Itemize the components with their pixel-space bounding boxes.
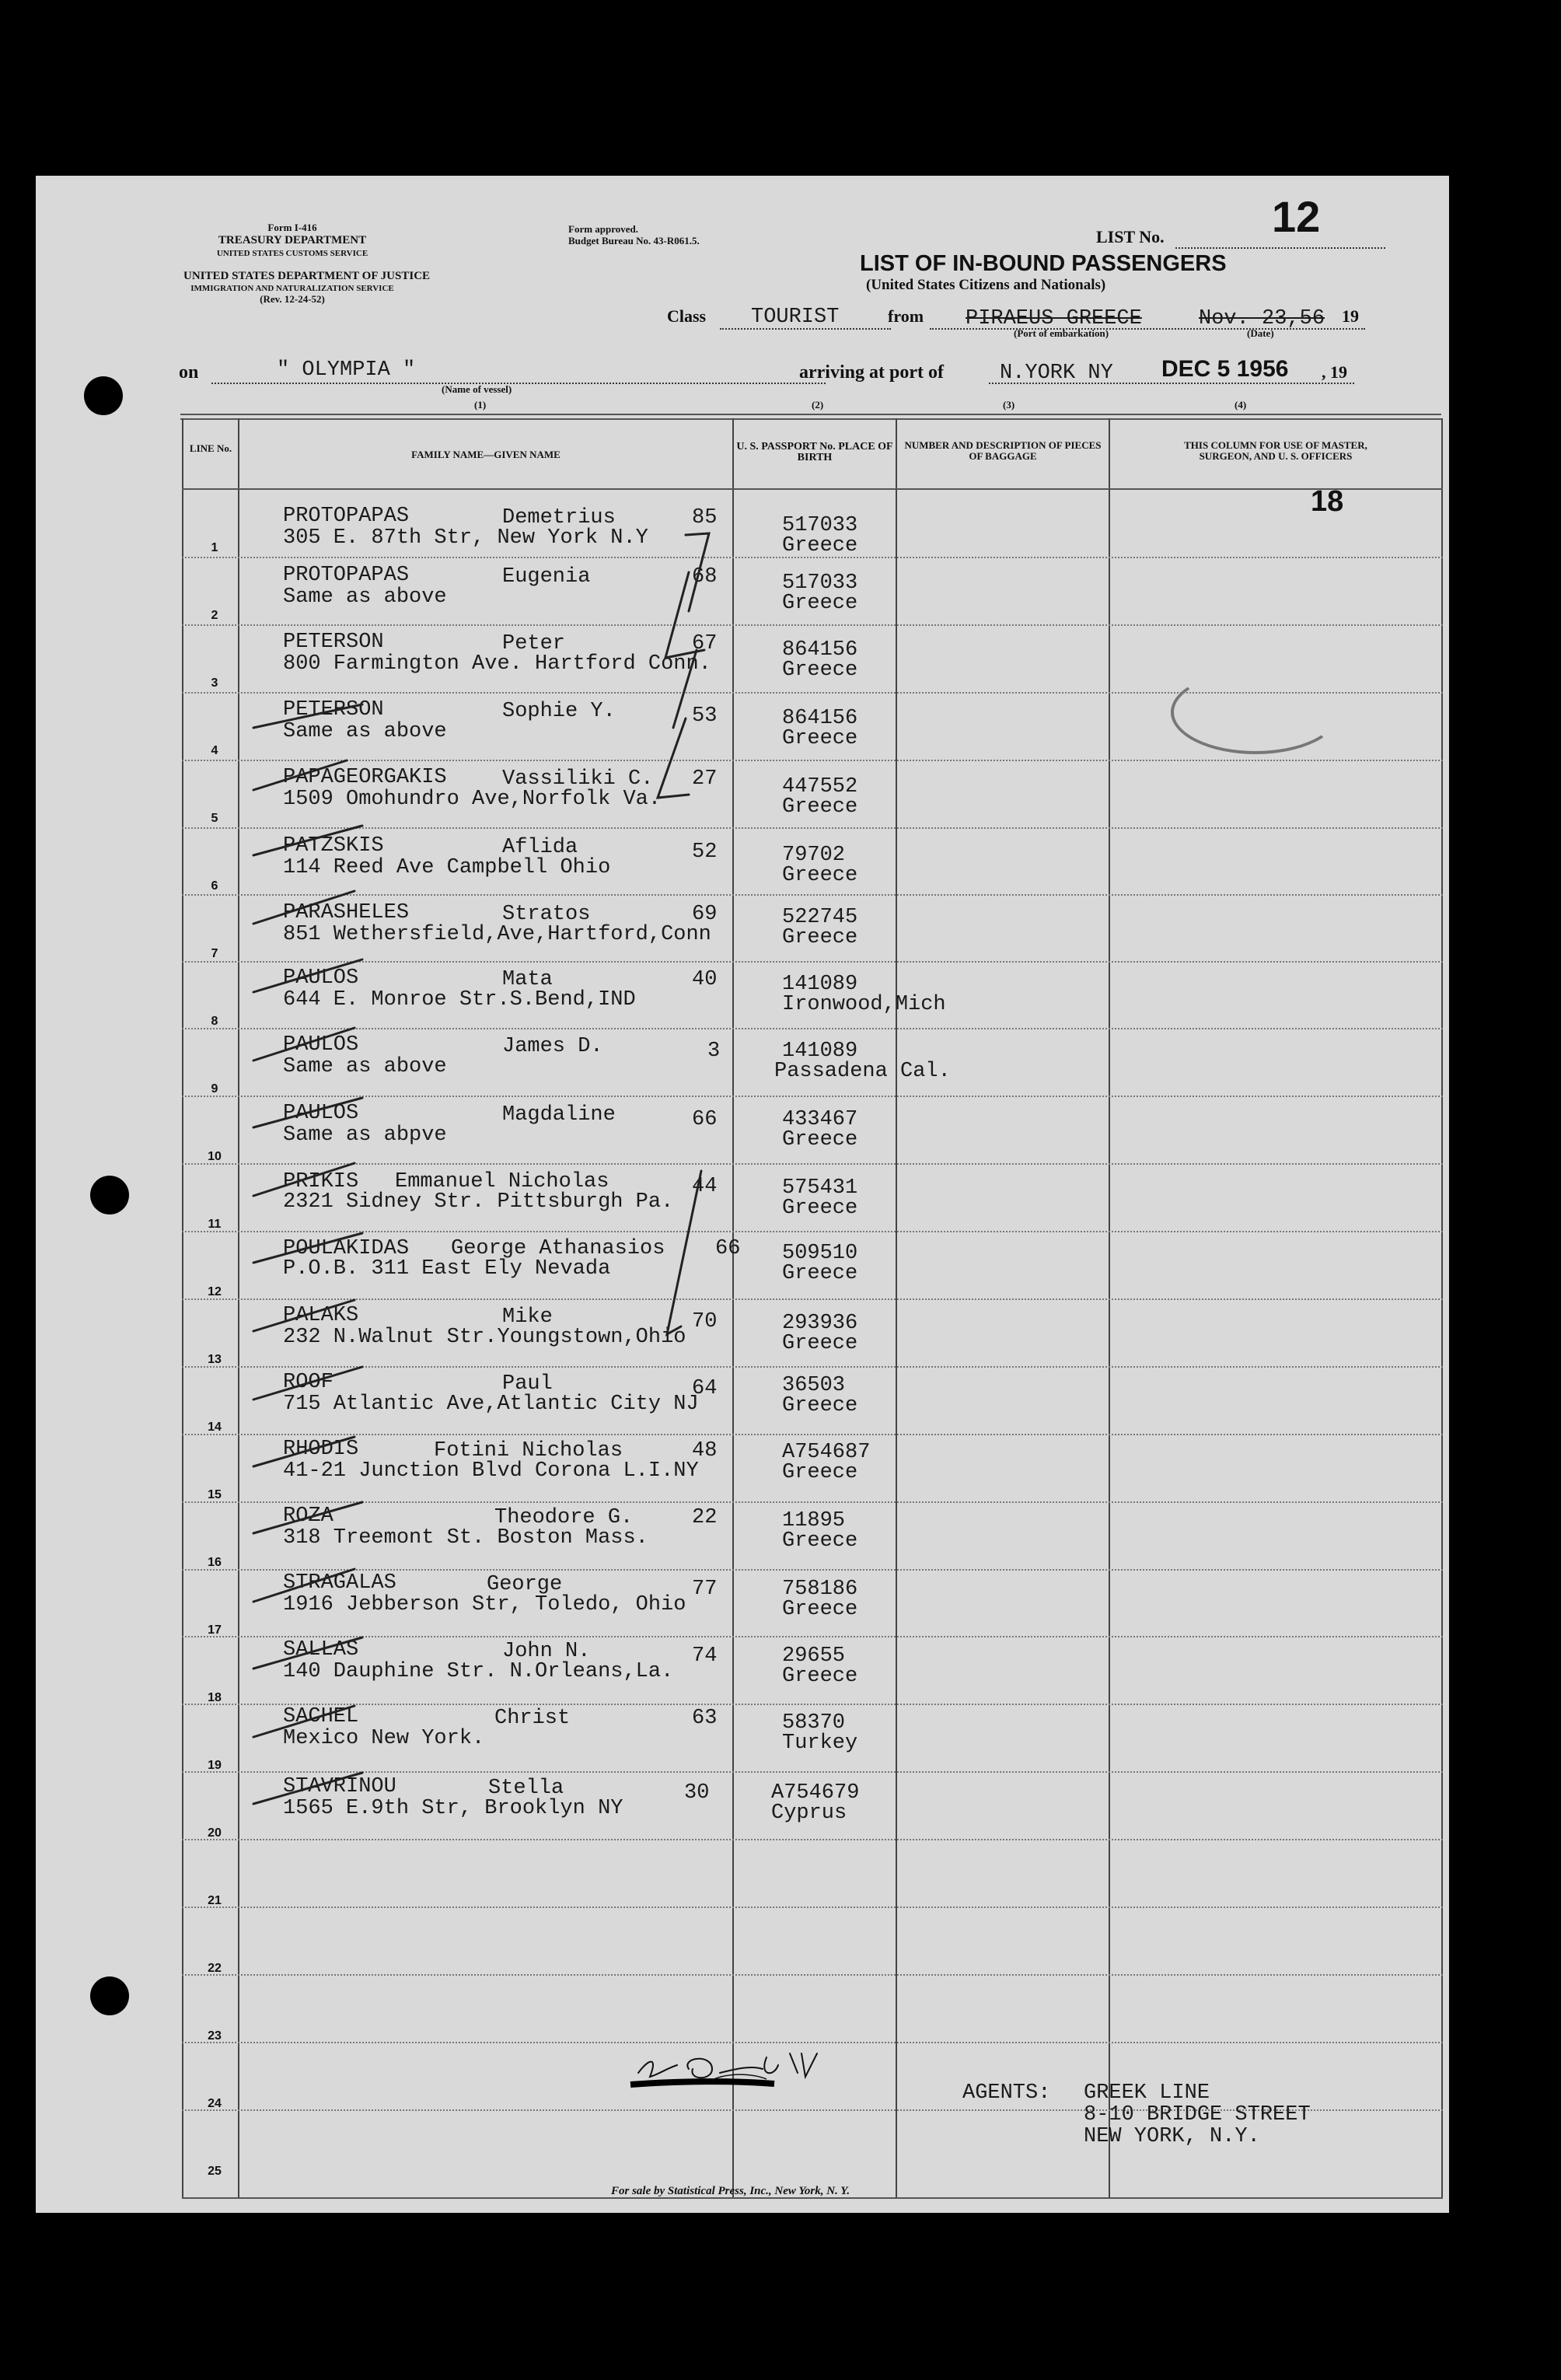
age: 85 [692,506,718,529]
passport-no: A754679 [771,1781,860,1805]
line-number-23: 23 [208,2029,222,2043]
place-of-birth: Greece [782,659,858,682]
place-of-birth: Turkey [782,1732,858,1755]
given-name: Peter [502,632,566,655]
vessel-name: " OLYMPIA " [277,358,416,382]
line-number: 8 [211,1015,218,1028]
place-of-birth: Greece [782,1332,858,1355]
passport-no: 517033 [782,571,858,595]
address: 305 E. 87th Str, New York N.Y [283,526,648,550]
family-name: PAPAGEORGAKIS [283,766,447,789]
age: 66 [715,1237,741,1260]
agents-line-1: GREEK LINE [1084,2081,1210,2105]
given-name: Christ [494,1707,571,1730]
class-label: Class [667,306,707,326]
col-num-4: (4) [1234,399,1247,411]
form-subtitle: (United States Citizens and Nationals) [866,277,1106,293]
form-number: Form I-416 [267,222,317,233]
address: 644 E. Monroe Str.S.Bend,IND [283,988,636,1012]
age: 48 [692,1439,718,1463]
binder-hole-middle [90,1176,129,1214]
place-of-birth: Greece [782,1262,858,1285]
officer-count: 18 [1311,485,1344,518]
address: 2321 Sidney Str. Pittsburgh Pa. [283,1190,674,1214]
arrival-date-stamp: DEC 5 1956 [1161,356,1289,382]
form-sheet [36,176,1449,2213]
list-no-rule [1175,247,1385,249]
passport-no: 758186 [782,1578,858,1601]
family-name: PETERSON [283,698,384,722]
justice-dept: UNITED STATES DEPARTMENT OF JUSTICE [183,270,431,282]
address: Same as above [283,720,447,743]
inspection-stamp [1171,670,1340,754]
address: Same as above [283,585,447,609]
passport-no: 575431 [782,1176,858,1200]
place-of-birth: Greece [782,1197,858,1220]
line-number: 15 [208,1488,222,1501]
binder-hole-bottom [90,1976,129,2015]
year-prefix-2: , 19 [1322,362,1347,382]
family-name: ROOF [283,1371,334,1394]
line-number: 16 [208,1556,222,1569]
arrival-port: N.YORK NY [1000,362,1113,385]
address: 140 Dauphine Str. N.Orleans,La. [283,1660,674,1683]
place-of-birth: Greece [782,1529,858,1553]
given-name: Vassiliki C. [502,767,654,791]
header-name: FAMILY NAME—GIVEN NAME [411,449,560,460]
line-number: 17 [208,1623,222,1637]
passport-no: 522745 [782,906,858,929]
family-name: PETERSON [283,631,384,654]
family-name: PALAKS [283,1304,359,1327]
budget-bureau: Budget Bureau No. 43-R061.5. [568,235,700,246]
address: 1509 Omohundro Ave,Norfolk Va. [283,788,662,811]
passport-no: 79702 [782,844,846,867]
passport-no: 864156 [782,638,858,662]
header-line-no: LINE No. [189,442,232,454]
line-number: 12 [208,1285,222,1298]
printer-footer: For sale by Statistical Press, Inc., New York, N. Y. [611,2185,850,2197]
age: 70 [692,1310,718,1333]
given-name: Aflida [502,836,578,859]
line-number: 18 [208,1691,222,1704]
agents-line-3: NEW YORK, N.Y. [1084,2125,1260,2148]
family-name: STAVRINOU [283,1775,396,1798]
class-value: TOURIST [751,306,840,329]
header-officers: THIS COLUMN FOR USE OF MASTER, SURGEON, AND U. S. OFFICERS [1184,439,1367,462]
line-number: 20 [208,1826,222,1840]
list-no-label: LIST No. [1096,227,1165,246]
ins-service: IMMIGRATION AND NATURALIZATION SERVICE [190,284,394,293]
line-number-25: 25 [208,2165,222,2178]
line-number: 1 [211,541,218,554]
given-name: Paul [502,1372,553,1396]
age: 40 [692,968,718,991]
family-name: PATZSKIS [283,834,384,858]
agents-line-2: 8-10 BRIDGE STREET [1084,2103,1311,2127]
address: 851 Wethersfield,Ave,Hartford,Conn [283,923,711,946]
address: 114 Reed Ave Campbell Ohio [283,856,611,879]
address: 715 Atlantic Ave,Atlantic City NJ [283,1393,699,1416]
header-baggage: NUMBER AND DESCRIPTION OF PIECES OF BAGGAGE [904,439,1102,462]
given-name: Eugenia [502,565,591,589]
place-of-birth: Greece [782,795,858,819]
given-name: Magdaline [502,1103,616,1127]
place-of-birth: Greece [782,864,858,887]
age: 64 [692,1377,718,1400]
arriving-label: arriving at port of [799,362,944,383]
line-number-21: 21 [208,1894,222,1907]
age: 3 [707,1040,721,1063]
agents-label: AGENTS: [962,2081,1051,2105]
col-num-2: (2) [812,399,824,411]
passport-no: 36503 [782,1374,846,1397]
address: Mexico New York. [283,1727,485,1750]
address: Same as above [283,1055,447,1078]
line-number: 4 [211,744,218,757]
family-name: RHODIS [283,1438,359,1461]
given-name: Mike [502,1305,553,1329]
age: 53 [692,704,718,728]
line-number: 7 [211,947,218,960]
age: 52 [692,841,718,864]
given-name: George Athanasios [451,1237,665,1260]
passport-no: 58370 [782,1711,846,1735]
address: 41-21 Junction Blvd Corona L.I.NY [283,1459,699,1483]
line-number: 13 [208,1353,222,1366]
binder-hole-top [84,376,123,415]
address: P.O.B. 311 East Ely Nevada [283,1257,611,1281]
inspector-signature [526,2042,961,2104]
port-caption: (Port of embarkation) [1014,327,1109,339]
family-name: STRAGALAS [283,1571,396,1595]
line-number: 2 [211,609,218,622]
place-of-birth: Greece [782,926,858,949]
age: 74 [692,1644,718,1668]
age: 63 [692,1707,718,1730]
passport-no: 864156 [782,707,858,730]
place-of-birth: Greece [782,1665,858,1688]
passport-no: 11895 [782,1509,846,1532]
place-of-birth: Greece [782,534,858,557]
line-number: 11 [208,1218,222,1231]
table-top-rule [180,414,1441,415]
family-name: PAULOS [283,1102,359,1125]
place-of-birth: Greece [782,1598,858,1621]
family-name: PAULOS [283,1033,359,1057]
col-num-1: (1) [474,399,487,411]
given-name: Stella [488,1777,564,1800]
passport-no: 141089 [782,973,858,996]
place-of-birth: Greece [782,727,858,750]
line-number-22: 22 [208,1962,222,1975]
given-name: Fotini Nicholas [434,1439,623,1463]
address: 1565 E.9th Str, Brooklyn NY [283,1797,623,1820]
given-name: James D. [502,1035,603,1058]
form-title: LIST OF IN-BOUND PASSENGERS [860,251,1227,276]
age: 69 [692,903,718,926]
line-number: 14 [208,1421,222,1434]
address: 318 Treemont St. Boston Mass. [283,1526,648,1550]
given-name: John N. [502,1640,591,1663]
age: 67 [692,632,718,655]
form-approved: Form approved. [568,223,639,235]
header-passport: U. S. PASSPORT No. PLACE OF BIRTH [736,441,893,463]
line-number: 19 [208,1759,222,1772]
family-name: SACHEL [283,1705,359,1728]
col-num-3: (3) [1003,399,1015,411]
place-of-birth: Greece [782,1461,858,1484]
passport-no: 141089 [782,1040,858,1063]
place-of-birth: Greece [782,1128,858,1152]
passport-no: 517033 [782,514,858,537]
given-name: Stratos [502,903,591,926]
line-number: 9 [211,1082,218,1096]
form-revision: (Rev. 12-24-52) [260,293,325,305]
year-prefix-1: 19 [1342,306,1359,326]
family-name: PAULOS [283,966,359,990]
from-label: from [888,306,924,326]
handwritten-check-marks [191,471,735,1871]
place-of-birth: Greece [782,592,858,615]
age: 66 [692,1108,718,1131]
address: 800 Farmington Ave. Hartford Conn. [283,652,711,676]
passport-no: 293936 [782,1312,858,1335]
port-of-embarkation: PIRAEUS GREECE [966,307,1142,330]
family-name: PROTOPAPAS [283,564,410,587]
place-of-birth: Cyprus [771,1802,847,1825]
given-name: George [487,1573,563,1596]
treasury-dept: TREASURY DEPARTMENT [218,234,367,246]
place-of-birth: Ironwood,Mich [782,993,946,1016]
given-name: Emmanuel Nicholas [395,1170,609,1193]
given-name: Mata [502,968,553,991]
family-name: PARASHELES [283,901,410,924]
vessel-caption: (Name of vessel) [442,383,512,395]
line-number-24: 24 [208,2097,222,2110]
age: 27 [692,767,718,791]
line-number: 5 [211,812,218,825]
address: Same as abpve [283,1124,447,1147]
line-number: 6 [211,879,218,893]
passport-no: 447552 [782,775,858,799]
place-of-birth: Greece [782,1394,858,1417]
embarkation-date: Nov. 23,56 [1199,307,1325,330]
age: 77 [692,1578,718,1601]
family-name: SALLAS [283,1638,359,1662]
family-name: POULAKIDAS [283,1237,410,1260]
passport-no: 29655 [782,1644,846,1668]
given-name: Theodore G. [494,1506,634,1529]
date-caption: (Date) [1247,327,1274,339]
passport-no: 433467 [782,1108,858,1131]
age: 30 [684,1781,710,1805]
family-name: PROTOPAPAS [283,505,410,528]
family-name: ROZA [283,1505,334,1528]
on-label: on [179,362,199,383]
customs-service: UNITED STATES CUSTOMS SERVICE [216,249,368,258]
address: 1916 Jebberson Str, Toledo, Ohio [283,1593,686,1616]
age: 44 [692,1175,718,1198]
list-no-value: 12 [1272,192,1321,241]
place-of-birth: Passadena Cal. [774,1060,951,1083]
age: 22 [692,1506,718,1529]
age: 68 [692,565,718,589]
passport-no: 509510 [782,1242,858,1265]
given-name: Sophie Y. [502,700,616,723]
passport-no: A754687 [782,1441,871,1464]
line-number: 10 [208,1150,222,1163]
address: 232 N.Walnut Str.Youngstown,Ohio [283,1326,686,1349]
line-number: 3 [211,676,218,690]
given-name: Demetrius [502,506,616,529]
family-name: PRIKIS [283,1170,359,1193]
